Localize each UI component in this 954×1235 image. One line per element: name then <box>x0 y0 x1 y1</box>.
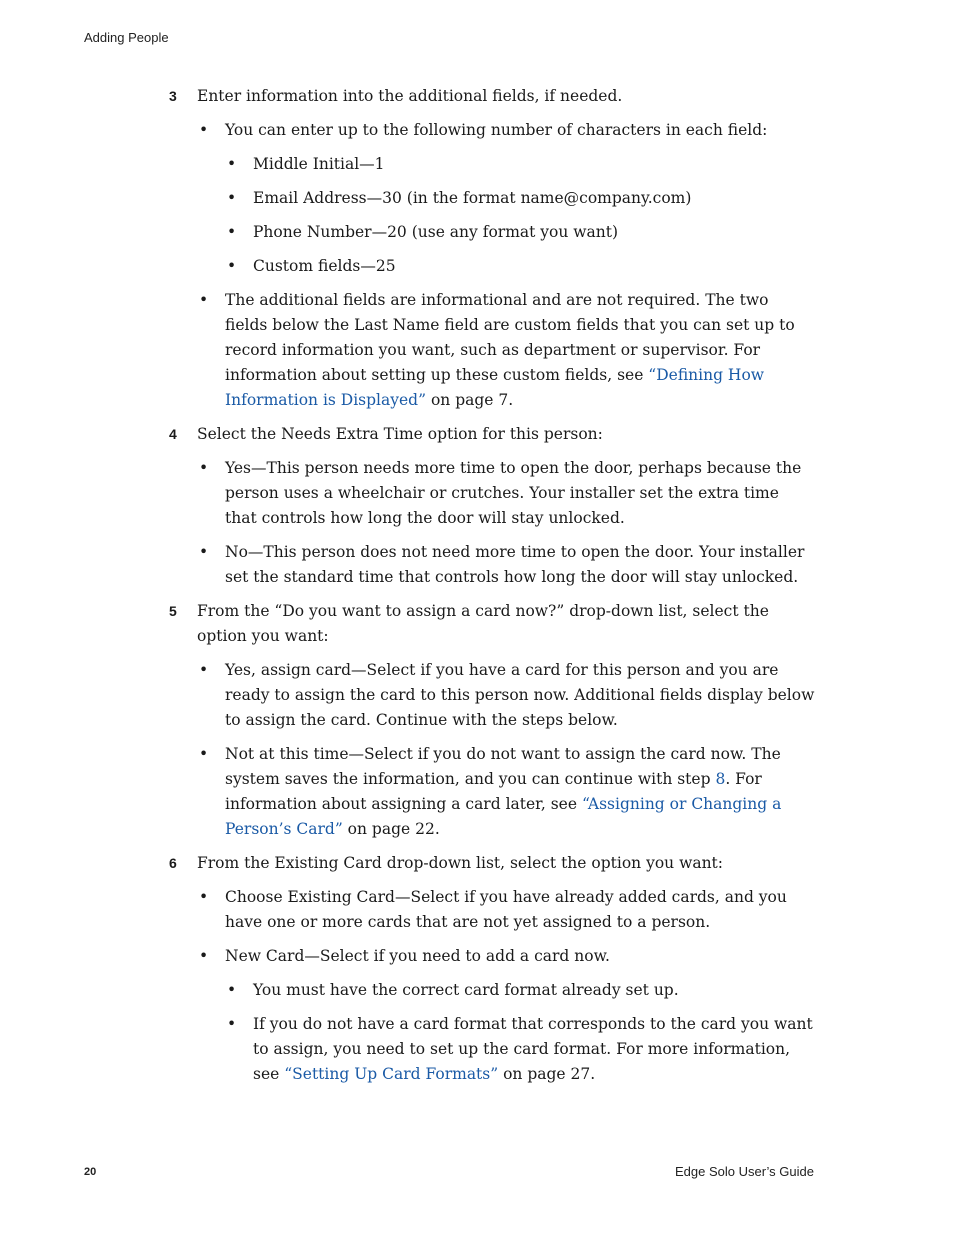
step-number: 3 <box>169 88 177 104</box>
step-text: From the “Do you want to assign a card now?” drop-down list, select the option you want: <box>197 602 769 645</box>
link-setting-up-card-formats[interactable]: “Setting Up Card Formats” <box>284 1065 499 1083</box>
bullet-text-tail: on page 7. <box>426 391 514 409</box>
bullet-item <box>199 742 815 842</box>
bullet-icon: • <box>199 459 209 477</box>
bullet-text: Custom fields—25 <box>253 257 396 275</box>
bullet-icon: • <box>227 981 237 999</box>
step-number: 4 <box>169 426 177 442</box>
step-6 <box>169 851 817 876</box>
bullet-icon: • <box>199 888 209 906</box>
bullet-icon: • <box>199 121 209 139</box>
sub-bullet-item <box>227 152 815 177</box>
step-4 <box>169 422 817 447</box>
bullet-text: You must have the correct card format already set up. <box>253 981 679 999</box>
step-number: 5 <box>169 603 177 619</box>
bullet-text: Yes—This person needs more time to open the door, perhaps because the person uses a wheelchair or crutches. Your installer set the extra time that controls how long the door will stay unlocked. <box>225 459 802 527</box>
step-3 <box>169 84 817 109</box>
bullet-item <box>199 540 815 590</box>
footer-doc-title: Edge Solo User’s Guide <box>675 1164 814 1179</box>
step-text: Enter information into the additional fields, if needed. <box>197 87 623 105</box>
link-defining-how-information-is-displayed[interactable]: “Defining How Information is Displayed” <box>225 366 765 409</box>
bullet-text: Choose Existing Card—Select if you have already added cards, and you have one or more cards that are not yet assigned to a person. <box>225 888 787 931</box>
bullet-text-tail: on page 27. <box>498 1065 596 1083</box>
step-text: Select the Needs Extra Time option for this person: <box>197 425 603 443</box>
bullet-text: Phone Number—20 (use any format you want) <box>253 223 619 241</box>
bullet-icon: • <box>199 661 209 679</box>
bullet-text: You can enter up to the following number of characters in each field: <box>225 121 768 139</box>
bullet-text: Not at this time—Select if you do not want to assign the card now. The system saves the information, and you can continue with step <box>225 745 781 788</box>
sub-bullet-item <box>227 1012 815 1087</box>
bullet-text: No—This person does not need more time to open the door. Your installer set the standard time that controls how long the door will stay unlocked. <box>225 543 805 586</box>
link-assigning-or-changing-card[interactable]: “Assigning or Changing a Person’s Card” <box>225 795 782 838</box>
step-text: From the Existing Card drop-down list, select the option you want: <box>197 854 724 872</box>
sub-bullet-item <box>227 220 815 245</box>
bullet-icon: • <box>199 291 209 309</box>
bullet-icon: • <box>227 257 237 275</box>
bullet-item <box>199 885 815 935</box>
bullet-text: Email Address—30 (in the format name@company.com) <box>253 189 692 207</box>
bullet-text: If you do not have a card format that corresponds to the card you want to assign, you need to set up the card format. For more information, see <box>253 1015 813 1083</box>
bullet-text-mid: . For information about assigning a card later, see <box>225 770 762 813</box>
bullet-item <box>199 944 815 969</box>
bullet-text: Yes, assign card—Select if you have a card for this person and you are ready to assign the card to this person now. Additional fields display below to assign the card. Continue with the steps below. <box>225 661 815 729</box>
bullet-text-tail: on page 22. <box>342 820 440 838</box>
bullet-icon: • <box>227 155 237 173</box>
page-number: 20 <box>84 1166 97 1178</box>
bullet-text: New Card—Select if you need to add a card now. <box>225 947 610 965</box>
bullet-item <box>199 658 815 733</box>
sub-bullet-item <box>227 254 815 279</box>
step-number: 6 <box>169 855 177 871</box>
running-header: Adding People <box>84 30 169 45</box>
bullet-icon: • <box>227 223 237 241</box>
bullet-item <box>199 118 815 143</box>
bullet-icon: • <box>227 189 237 207</box>
bullet-text: Middle Initial—1 <box>253 155 385 173</box>
bullet-icon: • <box>199 947 209 965</box>
sub-bullet-item <box>227 978 815 1003</box>
step-5 <box>169 599 817 649</box>
bullet-icon: • <box>199 543 209 561</box>
bullet-item <box>199 456 815 531</box>
page-body <box>0 84 954 1096</box>
bullet-icon: • <box>227 1015 237 1033</box>
bullet-text: The additional fields are informational and are not required. The two fields below the Last Name field are custom fields that you can set up to record information you want, such as department or supervisor. For information about setting up these custom fields, see <box>225 291 795 384</box>
bullet-item <box>199 288 815 413</box>
link-step-8[interactable]: 8 <box>715 770 726 788</box>
bullet-icon: • <box>199 745 209 763</box>
sub-bullet-item <box>227 186 815 211</box>
